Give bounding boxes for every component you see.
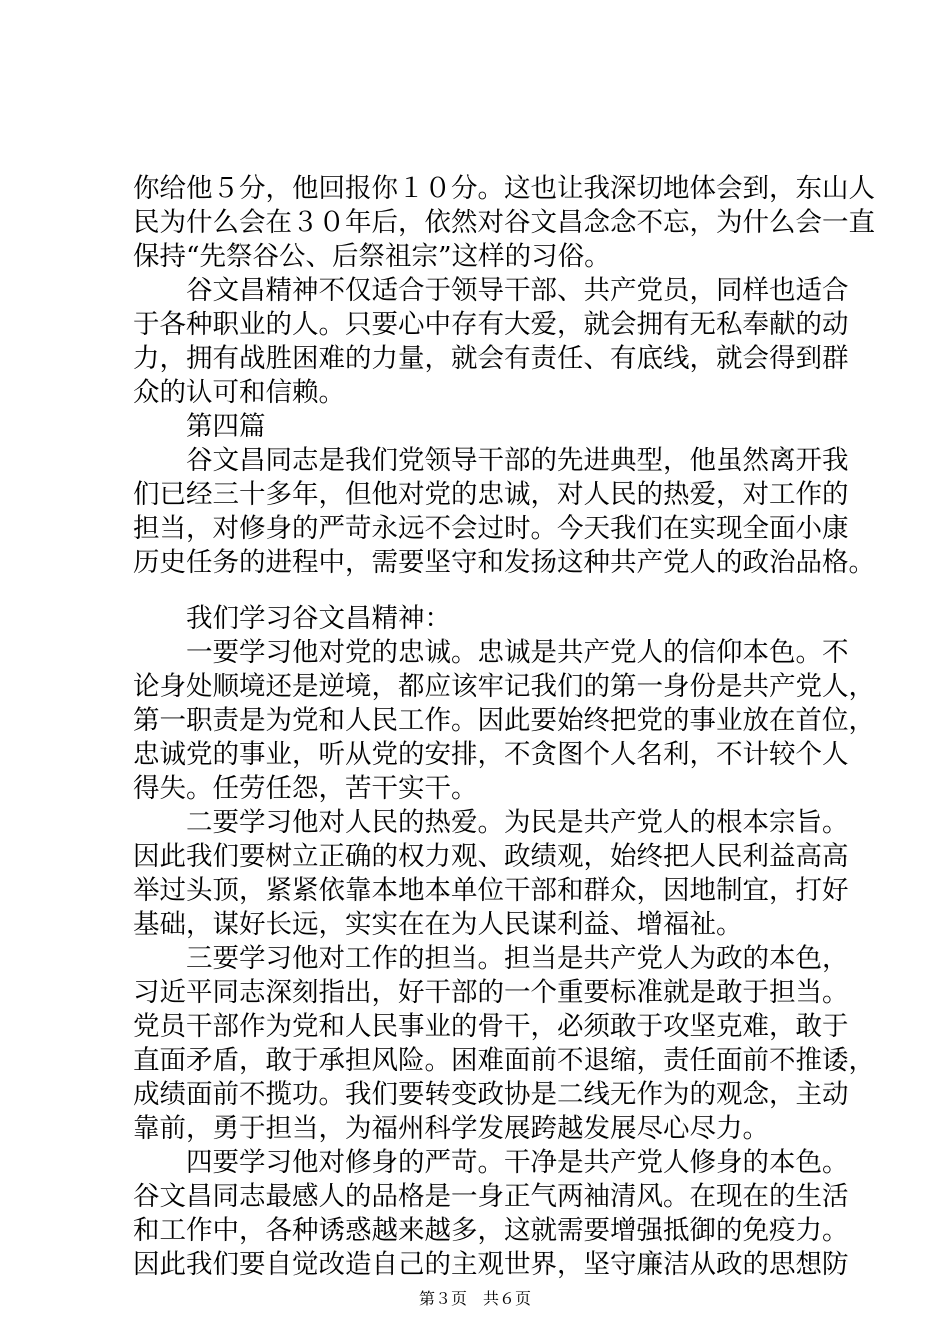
text-line: 历史任务的进程中，需要坚守和发扬这种共产党人的政治品格。 (133, 547, 875, 578)
text-line: 二要学习他对人民的热爱。为民是共产党人的根本宗旨。 (133, 807, 849, 838)
text-line: 们已经三十多年，但他对党的忠诚，对人民的热爱，对工作的 (133, 479, 849, 510)
text-line: 得失。任劳任怨，苦干实干。 (133, 773, 478, 804)
text-line: 忠诚党的事业，听从党的安排，不贪图个人名利，不计较个人 (133, 739, 849, 770)
page-number-footer: 第３页 共６页 (418, 1289, 531, 1308)
text-line: 习近平同志深刻指出，好干部的一个重要标准就是敢于担当。 (133, 977, 849, 1008)
document-body (133, 172, 875, 1282)
text-line: 众的认可和信赖。 (133, 377, 345, 408)
text-line: 和工作中，各种诱惑越来越多，这就需要增强抵御的免疫力。 (133, 1215, 849, 1246)
text-line: 民为什么会在３０年后，依然对谷文昌念念不忘，为什么会一直 (133, 207, 875, 238)
text-line: 我们学习谷文昌精神： (133, 603, 451, 634)
text-line: 力，拥有战胜困难的力量，就会有责任、有底线，就会得到群 (133, 343, 849, 374)
text-line: 论身处顺境还是逆境，都应该牢记我们的第一身份是共产党人， (133, 671, 875, 702)
text-line: 直面矛盾，敢于承担风险。困难面前不退缩，责任面前不推诿， (133, 1045, 875, 1076)
text-line: 成绩面前不揽功。我们要转变政协是二线无作为的观念，主动 (133, 1079, 849, 1110)
text-line: 因此我们要树立正确的权力观、政绩观，始终把人民利益高高 (133, 841, 849, 872)
text-line: 保持“先祭谷公、后祭祖宗”这样的习俗。 (133, 241, 611, 272)
text-line: 三要学习他对工作的担当。担当是共产党人为政的本色， (133, 943, 849, 974)
section-heading: 第四篇 (133, 411, 266, 442)
text-line: 谷文昌精神不仅适合于领导干部、共产党员，同样也适合 (133, 275, 849, 306)
text-line: 谷文昌同志最感人的品格是一身正气两袖清风。在现在的生活 (133, 1181, 849, 1212)
text-line: 第一职责是为党和人民工作。因此要始终把党的事业放在首位， (133, 705, 875, 736)
text-line: 基础，谋好长远，实实在在为人民谋利益、增福祉。 (133, 909, 743, 940)
text-line: 党员干部作为党和人民事业的骨干，必须敢于攻坚克难，敢于 (133, 1011, 849, 1042)
text-line: 举过头顶，紧紧依靠本地本单位干部和群众，因地制宜，打好 (133, 875, 849, 906)
text-line: 一要学习他对党的忠诚。忠诚是共产党人的信仰本色。不 (133, 637, 849, 668)
text-line: 四要学习他对修身的严苛。干净是共产党人修身的本色。 (133, 1147, 849, 1178)
text-line: 谷文昌同志是我们党领导干部的先进典型，他虽然离开我 (133, 445, 849, 476)
text-line: 靠前，勇于担当，为福州科学发展跨越发展尽心尽力。 (133, 1113, 769, 1144)
text-line: 担当，对修身的严苛永远不会过时。今天我们在实现全面小康 (133, 513, 849, 544)
text-line: 因此我们要自觉改造自己的主观世界，坚守廉洁从政的思想防 (133, 1249, 849, 1280)
text-line: 于各种职业的人。只要心中存有大爱，就会拥有无私奉献的动 (133, 309, 849, 340)
text-line: 你给他５分，他回报你１０分。这也让我深切地体会到，东山人 (133, 173, 875, 204)
paragraph-gap (133, 580, 833, 602)
